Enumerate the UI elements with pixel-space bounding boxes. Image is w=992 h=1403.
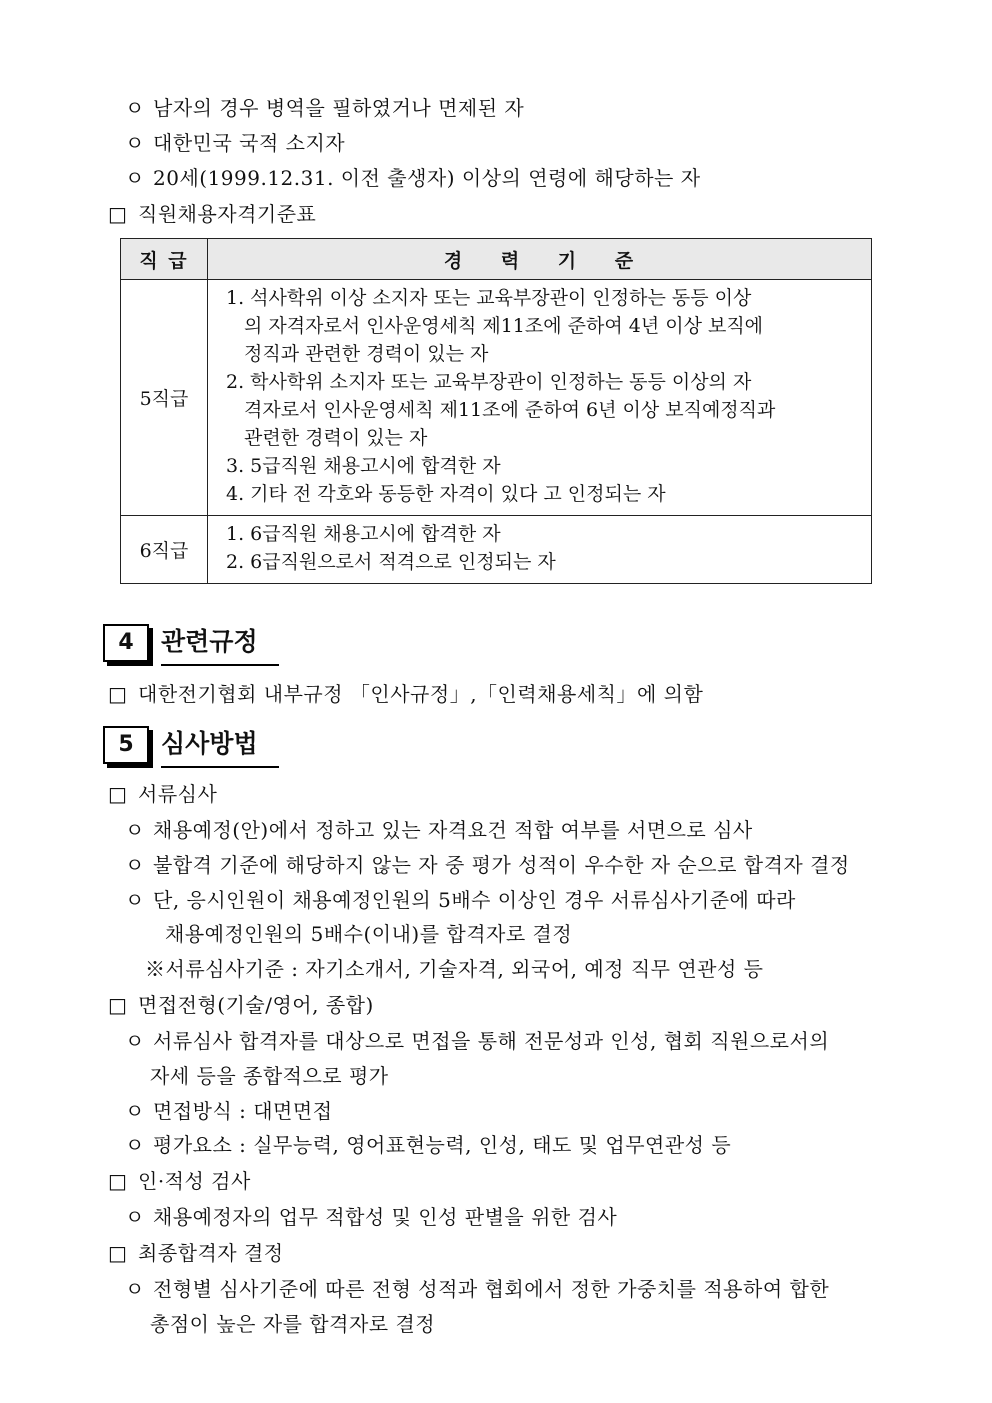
table-row xyxy=(121,280,872,516)
list-item: ㅇ 전형별 심사기준에 따른 전형 성적과 협회에서 정한 가중치를 적용하여 합한 xyxy=(125,1273,829,1302)
bullet-nationality: ㅇ 대한민국 국적 소지자 xyxy=(125,127,345,156)
list-item: ㅇ 불합격 기준에 해당하지 않는 자 중 평가 성적이 우수한 자 순으로 합격자 결정 xyxy=(125,849,850,878)
section-number-box: 5 xyxy=(103,726,149,764)
list-item-continuation: 총점이 높은 자를 합격자로 결정 xyxy=(150,1312,436,1336)
square-bullet-icon: □ xyxy=(108,993,128,1017)
list-item-continuation: 채용예정인원의 5배수(이내)를 합격자로 결정 xyxy=(165,922,573,946)
circle-bullet-icon: ㅇ xyxy=(125,888,145,912)
criteria-cell xyxy=(208,516,872,584)
square-bullet-icon: □ xyxy=(108,782,128,806)
header-grade: 직 급 xyxy=(121,239,208,280)
circle-bullet-icon: ㅇ xyxy=(125,1277,145,1301)
square-bullet-icon: □ xyxy=(108,682,128,706)
circle-bullet-icon: ㅇ xyxy=(125,166,145,190)
circle-bullet-icon: ㅇ xyxy=(125,96,145,120)
criteria-item: 1. 석사학위 이상 소지자 또는 교육부장관이 인정하는 동등 이상 의 자격자로서 인사운영세칙 제11조에 준하여 4년 이상 보직에 정직과 관련한 경력이 있는 자 xyxy=(226,287,764,365)
grade-cell: 5직급 xyxy=(121,280,208,516)
circle-bullet-icon: ㅇ xyxy=(125,1205,145,1229)
section-title: 관련규정 xyxy=(161,622,279,666)
section-5-heading xyxy=(103,722,303,768)
square-bullet-icon: □ xyxy=(108,1169,128,1193)
criteria-item: 3. 5급직원 채용고시에 합격한 자 xyxy=(226,455,501,477)
bullet-age: ㅇ 20세(1999.12.31. 이전 출생자) 이상의 연령에 해당하는 자 xyxy=(125,162,701,191)
table-row xyxy=(121,516,872,584)
list-item: ㅇ 서류심사 합격자를 대상으로 면접을 통해 전문성과 인성, 협회 직원으로서의 xyxy=(125,1025,829,1054)
table-title: □ 직원채용자격기준표 xyxy=(108,202,317,226)
grade-cell: 6직급 xyxy=(121,516,208,584)
section-number-box: 4 xyxy=(103,624,149,662)
circle-bullet-icon: ㅇ xyxy=(125,818,145,842)
qualification-table xyxy=(120,238,872,584)
section-4-heading xyxy=(103,620,303,666)
doc-review-note: ※서류심사기준 : 자기소개서, 기술자격, 외국어, 예정 직무 연관성 등 xyxy=(145,957,764,981)
square-bullet-icon: □ xyxy=(108,202,128,226)
criteria-item: 4. 기타 전 각호와 동등한 자격이 있다 고 인정되는 자 xyxy=(226,483,666,505)
circle-bullet-icon: ㅇ xyxy=(125,1099,145,1123)
list-item-continuation: 자세 등을 종합적으로 평가 xyxy=(150,1064,389,1088)
criteria-item: 2. 6급직원으로서 적격으로 인정되는 자 xyxy=(226,551,556,573)
circle-bullet-icon: ㅇ xyxy=(125,1029,145,1053)
square-bullet-icon: □ xyxy=(108,1241,128,1265)
criteria-item: 2. 학사학위 소지자 또는 교육부장관이 인정하는 동등 이상의 자 격자로서 인사운영세칙 제11조에 준하여 6년 이상 보직예정직과 관련한 경력이 있는 자 xyxy=(226,371,776,449)
criteria-cell xyxy=(208,280,872,516)
bullet-military: ㅇ 남자의 경우 병역을 필하였거나 면제된 자 xyxy=(125,92,524,121)
list-item: ㅇ 채용예정자의 업무 적합성 및 인성 판별을 위한 검사 xyxy=(125,1201,617,1230)
list-item: ㅇ 단, 응시인원이 채용예정인원의 5배수 이상인 경우 서류심사기준에 따라 xyxy=(125,884,796,913)
circle-bullet-icon: ㅇ xyxy=(125,853,145,877)
interview-heading: □ 면접전형(기술/영어, 종합) xyxy=(108,993,374,1017)
list-item: ㅇ 채용예정(안)에서 정하고 있는 자격요건 적합 여부를 서면으로 심사 xyxy=(125,814,753,843)
regulation-text: □ 대한전기협회 내부규정 「인사규정」,「인력채용세칙」에 의함 xyxy=(108,682,704,706)
list-item: ㅇ 평가요소 : 실무능력, 영어표현능력, 인성, 태도 및 업무연관성 등 xyxy=(125,1129,731,1158)
table-header-row xyxy=(121,239,872,280)
header-criteria: 경 력 기 준 xyxy=(208,239,872,280)
doc-review-heading: □ 서류심사 xyxy=(108,782,218,806)
aptitude-heading: □ 인·적성 검사 xyxy=(108,1169,251,1193)
circle-bullet-icon: ㅇ xyxy=(125,1133,145,1157)
section-title: 심사방법 xyxy=(161,724,279,768)
criteria-item: 1. 6급직원 채용고시에 합격한 자 xyxy=(226,523,501,545)
final-heading: □ 최종합격자 결정 xyxy=(108,1241,284,1265)
list-item: ㅇ 면접방식 : 대면면접 xyxy=(125,1095,333,1124)
circle-bullet-icon: ㅇ xyxy=(125,131,145,155)
